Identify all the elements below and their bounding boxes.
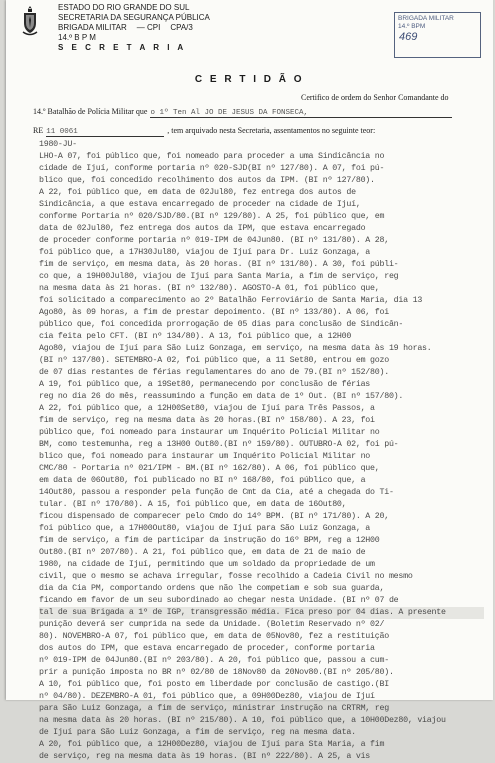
typed-line: data de 02Jul80, fez entrega dos autos da IPM, que estava encarregado	[39, 224, 366, 233]
officer-name-field: o 1º Ten Al JO DE JESUS DA FONSECA,	[150, 109, 452, 118]
typed-line: co que, a 19H00Jul80, viajou de Ijuí para Santa Maria, a fim de serviço, reg	[39, 272, 399, 281]
typed-line: blico que, foi nomeado para instaurar um Inquérito Policial Militar no	[39, 452, 371, 461]
typed-line: 1980, na cidade de Ijuí, permitindo que um soldado da propriedade de um	[39, 560, 375, 569]
typed-line: prir a punição imposta no BR nº 02/80 de 18Nov80 da 20Nov80.(BI nº 205/80).	[39, 668, 394, 677]
battalion-line-text: 14.º Batalhão de Polícia Militar que	[33, 107, 148, 116]
typed-line: nº 019-IPM de 04Jun80.(BI nº 203/80). A 20, foi público que, passou a cum-	[39, 656, 389, 665]
typed-line: reg no dia 26 do mês, reassumindo a função em data de 1º Out. (BI nº 157/80).	[39, 392, 404, 401]
typed-line: ficando em favor de um seu subordinado ao chegar nesta Unidade. (BI nº 07 de	[39, 596, 399, 605]
certify-line: Certifico de ordem do Senhor Comandante do	[301, 93, 449, 102]
typed-line: A 19, foi público que, a 19Set80, permanecendo por conclusão de férias	[39, 380, 371, 389]
typed-line: em data de 06Out80, foi publicado no BI nº 168/80, foi público que, a	[39, 476, 366, 485]
state-coat-of-arms-icon	[22, 5, 38, 37]
typed-line: 1980-JU-	[39, 140, 77, 149]
protocol-stamp	[394, 12, 481, 58]
typed-line: cidade de Ijuí, conforme portaria nº 020-SJD(BI nº 127/80). A 07, foi pú-	[39, 164, 385, 173]
typed-line: dia da Cia PM, comportando ordens que não lhe competiam e sob sua guarda,	[39, 584, 385, 593]
stamp-line-2: 14.º BPM	[398, 23, 426, 30]
letterhead-state: ESTADO DO RIO GRANDE DO SUL	[58, 3, 190, 12]
typed-line: de 07 dias restantes de férias regulamentares do ano de 79.(BI nº 152/80).	[39, 368, 389, 377]
typed-line: de serviço, reg na mesma data às 19 horas. (BI nº 222/80). A 25, a vis	[39, 752, 371, 761]
typed-line: tal de sua Brigada a 1º de IGP, transgressão média. Fica preso por 04 dias. A presente	[39, 607, 484, 619]
registration-line-text: , tem arquivado nesta Secretaria, assentamentos no seguinte teor:	[167, 126, 376, 135]
typed-line: Out80.(BI nº 207/80). A 21, foi público que, em data de 21 de maio de	[39, 548, 366, 557]
typed-line: 14Out80, passou a responder pela função de Cmt da Cia, até a chegada do Ti-	[39, 488, 394, 497]
typed-line: Ago80, viajou de Ijuí para São Luiz Gonzaga, em serviço, na mesma data às 19 horas.	[39, 344, 432, 353]
typed-line: civil, que o mesmo se achava irregular, fosse recolhido a Cadeia Civil no mesmo	[39, 572, 413, 581]
registration-label: RE	[33, 126, 44, 135]
letterhead-secretariat: SECRETARIA DA SEGURANÇA PÚBLICA	[58, 13, 210, 22]
battalion-line	[33, 107, 452, 118]
typed-line: de Ijuí para São Luiz Gonzaga, a fim de serviço, reg na mesma data.	[39, 728, 356, 737]
typed-line: foi público que, a 17H00Out80, viajou de Ijuí para São Luiz Gonzaga, a	[39, 524, 371, 533]
typed-line: nº 04/80). DEZEMBRO-A 01, foi público que, a 09H00Dez80, viajou de Ijuí	[39, 692, 375, 701]
letterhead-battalion: 14.º B P M	[58, 33, 96, 42]
letterhead-unit	[58, 23, 210, 33]
typed-line: Ago80, às 09 horas, a fim de prestar depoimento. (BI nº 133/80). A 06, foi	[39, 308, 389, 317]
typed-line: fim de serviço, em mesma data, às 20 horas. (BI nº 131/80). A 30, foi públi-	[39, 260, 399, 269]
typed-line: fim de serviço, reg na mesma data às 20 horas.(BI nº 158/80). A 23, foi	[39, 416, 375, 425]
document-title: C E R T I D Ã O	[194, 74, 305, 85]
typed-line: de proceder conforme portaria nº 019-IPM de 04Jun80. (BI nº 131/80). A 28,	[39, 236, 389, 245]
typed-line: público que, foi concedida prorrogação de 05 dias para conclusão de Sindicân-	[39, 320, 404, 329]
typed-line: ficou dispensado de comparecer pelo Cmdo do 14º BPM. (BI nº 171/80). A 20,	[39, 512, 389, 521]
typed-line: A 20, foi público que, a 12H00Dez80, viajou de Ijuí para Sta Maria, a fim	[39, 740, 385, 749]
typed-line: A 10, foi público que, foi posto em liberdade por conclusão de castigo.(BI	[39, 680, 389, 689]
typed-line: foi solicitado a comparecimento ao 2º Batalhão Ferroviário de Santa Maria, dia 13	[39, 296, 423, 305]
unit-name: BRIGADA MILITAR	[58, 23, 127, 32]
typed-line: público que, foi nomeado para instaurar um Inquérito Policial Militar no	[39, 428, 380, 437]
typed-line: dos autos do IPM, que estava encarregado de proceder, conforme portaria	[39, 644, 375, 653]
stamp-line-1: BRIGADA MILITAR	[398, 15, 454, 22]
stamp-number: 469	[399, 31, 418, 43]
letterhead-secretaria: S E C R E T A R I A	[58, 43, 187, 52]
unit-cpa: CPA/3	[170, 23, 193, 32]
typed-line: punição deverá ser cumprida na sede da Unidade. (Boletim Reservado nº 02/	[39, 620, 385, 629]
typed-line: cia feita pelo CFT. (BI nº 134/80). A 13, foi público que, a 12H00	[39, 332, 352, 341]
registration-line	[33, 126, 375, 137]
typed-line: Sindicância, a que estava encarregado de proceder na cidade de Ijuí,	[39, 200, 361, 209]
typed-line: fim de serviço, a fim de participar da instrução do 16º BPM, reg a 12H00	[39, 536, 380, 545]
typed-line: 80). NOVEMBRO-A 07, foi público que, em data de 05Nov80, fez a restituição	[39, 632, 389, 641]
typed-line: A 22, foi público que, a 12H00Set80, viajou de Ijuí para Três Passos, a	[39, 404, 375, 413]
typed-line: na mesma data às 21 horas. (BI nº 132/80). AGOSTO-A 01, foi público que,	[39, 284, 380, 293]
typed-line: A 22, foi público que, em data de 02Jul80, fez entrega dos autos de	[39, 188, 356, 197]
typed-line: tular. (BI nº 170/80). A 15, foi público que, em data de 16Out80,	[39, 500, 347, 509]
typed-line: BM, como testemunha, reg a 13H00 Out80.(BI nº 159/80). OUTUBRO-A 02, foi pú-	[39, 440, 399, 449]
typed-line: na mesma data às 20 horas. (BI nº 215/80). A 10, foi público que, a 10H00Dez80, viajou	[39, 716, 446, 725]
unit-cpi: — CPI	[136, 23, 161, 32]
typed-line: foi público que, a 17H30Jul80, viajou de Ijuí para Dr. Luiz Gonzaga, a	[39, 248, 371, 257]
typed-line: (BI nº 137/80). SETEMBRO-A 02, foi público que, a 11 Set80, entrou em gozo	[39, 356, 389, 365]
typed-line: blico que, foi concedido recolhimento dos autos da IPM. (BI nº 127/80).	[39, 176, 375, 185]
document-page	[6, 0, 493, 761]
typed-line: para São Luiz Gonzaga, a fim de serviço, ministrar instrução na CRTRM, reg	[39, 704, 389, 713]
letterhead	[58, 3, 210, 53]
registration-number-field: 11 0061	[46, 128, 164, 137]
typed-record-body	[39, 139, 484, 763]
typed-line: LHO-A 07, foi público que, foi nomeado para proceder a uma Sindicância no	[39, 152, 385, 161]
typed-line: CMC/80 - Portaria nº 021/IPM - BM.(BI nº 162/80). A 06, foi público que,	[39, 464, 380, 473]
typed-line: conforme Portaria nº 020/SJD/80.(BI nº 129/80). A 25, foi público que, em	[39, 212, 385, 221]
